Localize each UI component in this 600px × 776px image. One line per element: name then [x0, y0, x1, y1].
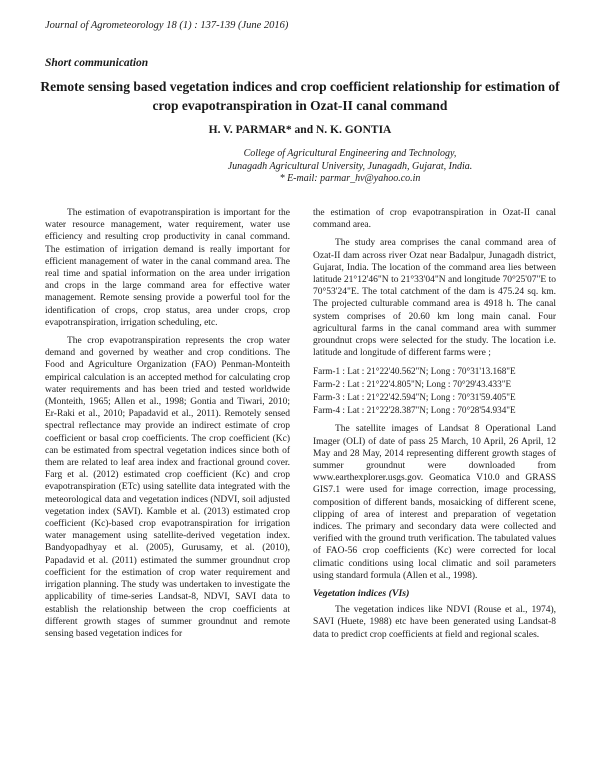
right-column: [313, 207, 556, 647]
paragraph: The satellite images of Landsat 8 Operational Land Imager (OLI) of date of pass 25 March, 10 April, 26 April, 12 May and 28 May, 2014 representing different growth stages of summer groundnut were downloaded from www.earthexplorer.usgs.gov. Geomatica V10.0 and GRASS GIS7.1 were used for image correction, image processing, composition of different bands, mosaicking of different scene, clipping of area of interest and preparation of vegetation indices. The primary and secondary data were collected and verified with the ground truth verification. The tabulated values of FAO-56 crop coefficients (Kc) were corrected for local climatic conditions using local climatic and soil parameters using standard formula (Allen et al., 1998).: [313, 424, 556, 581]
journal-header: Journal of Agrometeorology 18 (1) : 137-139 (June 2016): [45, 20, 289, 31]
paragraph: The estimation of evapotranspiration is important for the water resource management, water requirement, water use efficiency and resulting crop productivity in canal command. The estimation of irrigation demand is really important for efficient management of water in the canal command area. The real time and spatial information on the area under irrigation and crops in the large command area for effective water management. Remote sensing provide a powerful tool for the identification of crops, crop status, area under crops, crop evapotranspiration, irrigation scheduling, etc.: [45, 208, 290, 328]
author-list: H. V. PARMAR* and N. K. GONTIA: [208, 124, 392, 136]
subheading: Vegetation indices (VIs): [313, 588, 410, 600]
farm-location-row: Farm-2 : Lat : 21°22'4.805"N; Long : 70°29'43.433"E: [313, 379, 512, 390]
author-email: * E-mail: parmar_hv@yahoo.co.in: [279, 173, 421, 184]
affiliation-line: College of Agricultural Engineering and Technology,: [243, 148, 457, 159]
farm-location-list: [313, 365, 556, 417]
paper-title: Remote sensing based vegetation indices and crop coefficient relationship for estimation of crop evapotranspiration in Ozat-II canal command: [40, 79, 560, 113]
farm-location-row: Farm-4 : Lat : 21°22'28.387"N; Long : 70°28'54.934"E: [313, 405, 516, 416]
affiliation-block: [40, 148, 560, 186]
paragraph: The crop evapotranspiration represents the crop water demand and governed by weather and crop conditions. The Food and Agriculture Organization (FAO) Penman-Monteith empirical calculation is an accepted method for calculating crop water requirements and has been tried and tested worldwide (Monteith, 1965; Allen et al., 1998; Gontia and Tiwari, 2010; Er-Raki et al., 2010; Papadavid et al., 2011). Remotely sensed spectral reflectance may provide an indirect estimate of crop coefficient or basal crop coefficients. The crop coefficient (Kc) can be estimated from spectral vegetation indices since both of them are related to leaf area index and fractional ground cover. Farg et al. (2012) estimated crop coefficient (Kc) and crop evapotranspiration (ETc) using satellite data integrated with the meteorological data and vegetation indices (NDVI, soil adjusted vegetation index (SAVI). Kamble et al. (2013) estimated crop coefficient (Kc)-based crop evapotranspiration for irrigation water management using satellite-derived vegetation index. Bandyopadhyay et al. (2005), Gurusamy, et al. (2010), Papadavid et al. (2011) estimated the summer groundnut crop coefficient for the estimation of crop water requirement and irrigation planning. The study was undertaken to investigate the applicability of time-series Landsat-8, NDVI, SAVI data to establish the relationship between the crop coefficients at different growth stages of summer groundnut and remote sensing based vegetation indices for: [45, 336, 290, 639]
farm-location-row: Farm-1 : Lat : 21°22'40.562"N; Long : 70°31'13.168"E: [313, 366, 516, 377]
paragraph: the estimation of crop evapotranspiration in Ozat-II canal command area.: [313, 208, 556, 231]
paragraph: The vegetation indices like NDVI (Rouse et al., 1974), SAVI (Huete, 1988) etc have been generated using Landsat-8 data to predict crop coefficients at field and regional scales.: [313, 605, 556, 640]
paragraph: The study area comprises the canal command area of Ozat-II dam across river Ozat near Badalpur, Junagadh district, Gujarat, India. The location of the command area lies between latitude 21°12'46"N to 21°33'04"N and longitude 70°25'07"E to 70°53'24"E. The total catchment of the dam is 475.24 sq. km. The projected culturable command area is 4918 h. The canal system comprises of 20.60 km long main canal. Four agricultural farms in the canal command area with summer groundnut crops were selected for the study. The location i.e. latitude and longitude of different farms were ;: [313, 238, 556, 359]
affiliation-line: Junagadh Agricultural University, Junagadh, Gujarat, India.: [227, 160, 473, 172]
left-column: [45, 207, 290, 646]
section-label: Short communication: [45, 57, 149, 69]
farm-location-row: Farm-3 : Lat : 21°22'42.594"N; Long : 70°31'59.405"E: [313, 392, 516, 403]
